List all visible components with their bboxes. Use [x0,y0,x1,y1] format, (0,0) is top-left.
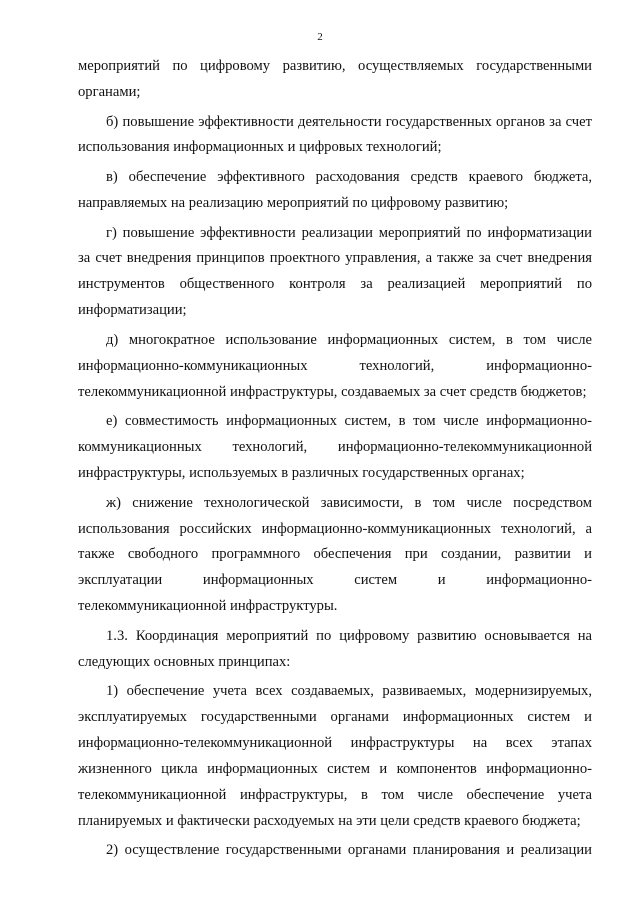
paragraph-item-zh: ж) снижение технологической зависимости, в том числе посредством использования российских информационно-коммуникационных технологий, а также свободного программного обеспечения при создании, развитии и эксплуатации информационных систем и информационно-телекоммуникационной инфраструктуры. [78,494,592,615]
paragraph-item-d: д) многократное использование информационных систем, в том числе информационно-коммуникационных технологий, информационно-телекоммуникационной инфраструктуры, создаваемых за счет средств бюджетов; [78,331,592,400]
paragraph-item-e: е) совместимость информационных систем, в том числе информационно-коммуникационных технологий, информационно-телекоммуникационной инфраструктуры, используемых в различных государственных органах; [78,413,592,482]
paragraph-principle-1: 1) обеспечение учета всех создаваемых, развиваемых, модернизируемых, эксплуатируемых государственными органами информационных систем и информационно-телекоммуникационной инфраструктуры на всех этапах жизненного цикла информационных систем и компонентов информационно-телекоммуникационной инфраструктуры, в том числе обеспечение учета планируемых и фактически расходуемых на эти цели средств краевого бюджета; [78,683,592,829]
document-body [78,54,592,868]
paragraph-principle-2: 2) осуществление государственными органами планирования и реализации [106,842,592,859]
page-number: 2 [317,31,323,43]
paragraph-item-b: б) повышение эффективности деятельности государственных органов за счет использования информационных и цифровых технологий; [78,113,592,156]
paragraph-item-v: в) обеспечение эффективного расходования средств краевого бюджета, направляемых на реализацию мероприятий по цифровому развитию; [78,169,592,211]
paragraph-section-1-3: 1.3. Координация мероприятий по цифровому развитию основывается на следующих основных принципах: [78,627,592,670]
paragraph-continued: мероприятий по цифровому развитию, осуществляемых государственными органами; [78,58,592,100]
paragraph-item-g: г) повышение эффективности реализации мероприятий по информатизации за счет внедрения принципов проектного управления, а также за счет внедрения инструментов общественного контроля за реализацией мероприятий по информатизации; [78,224,592,319]
